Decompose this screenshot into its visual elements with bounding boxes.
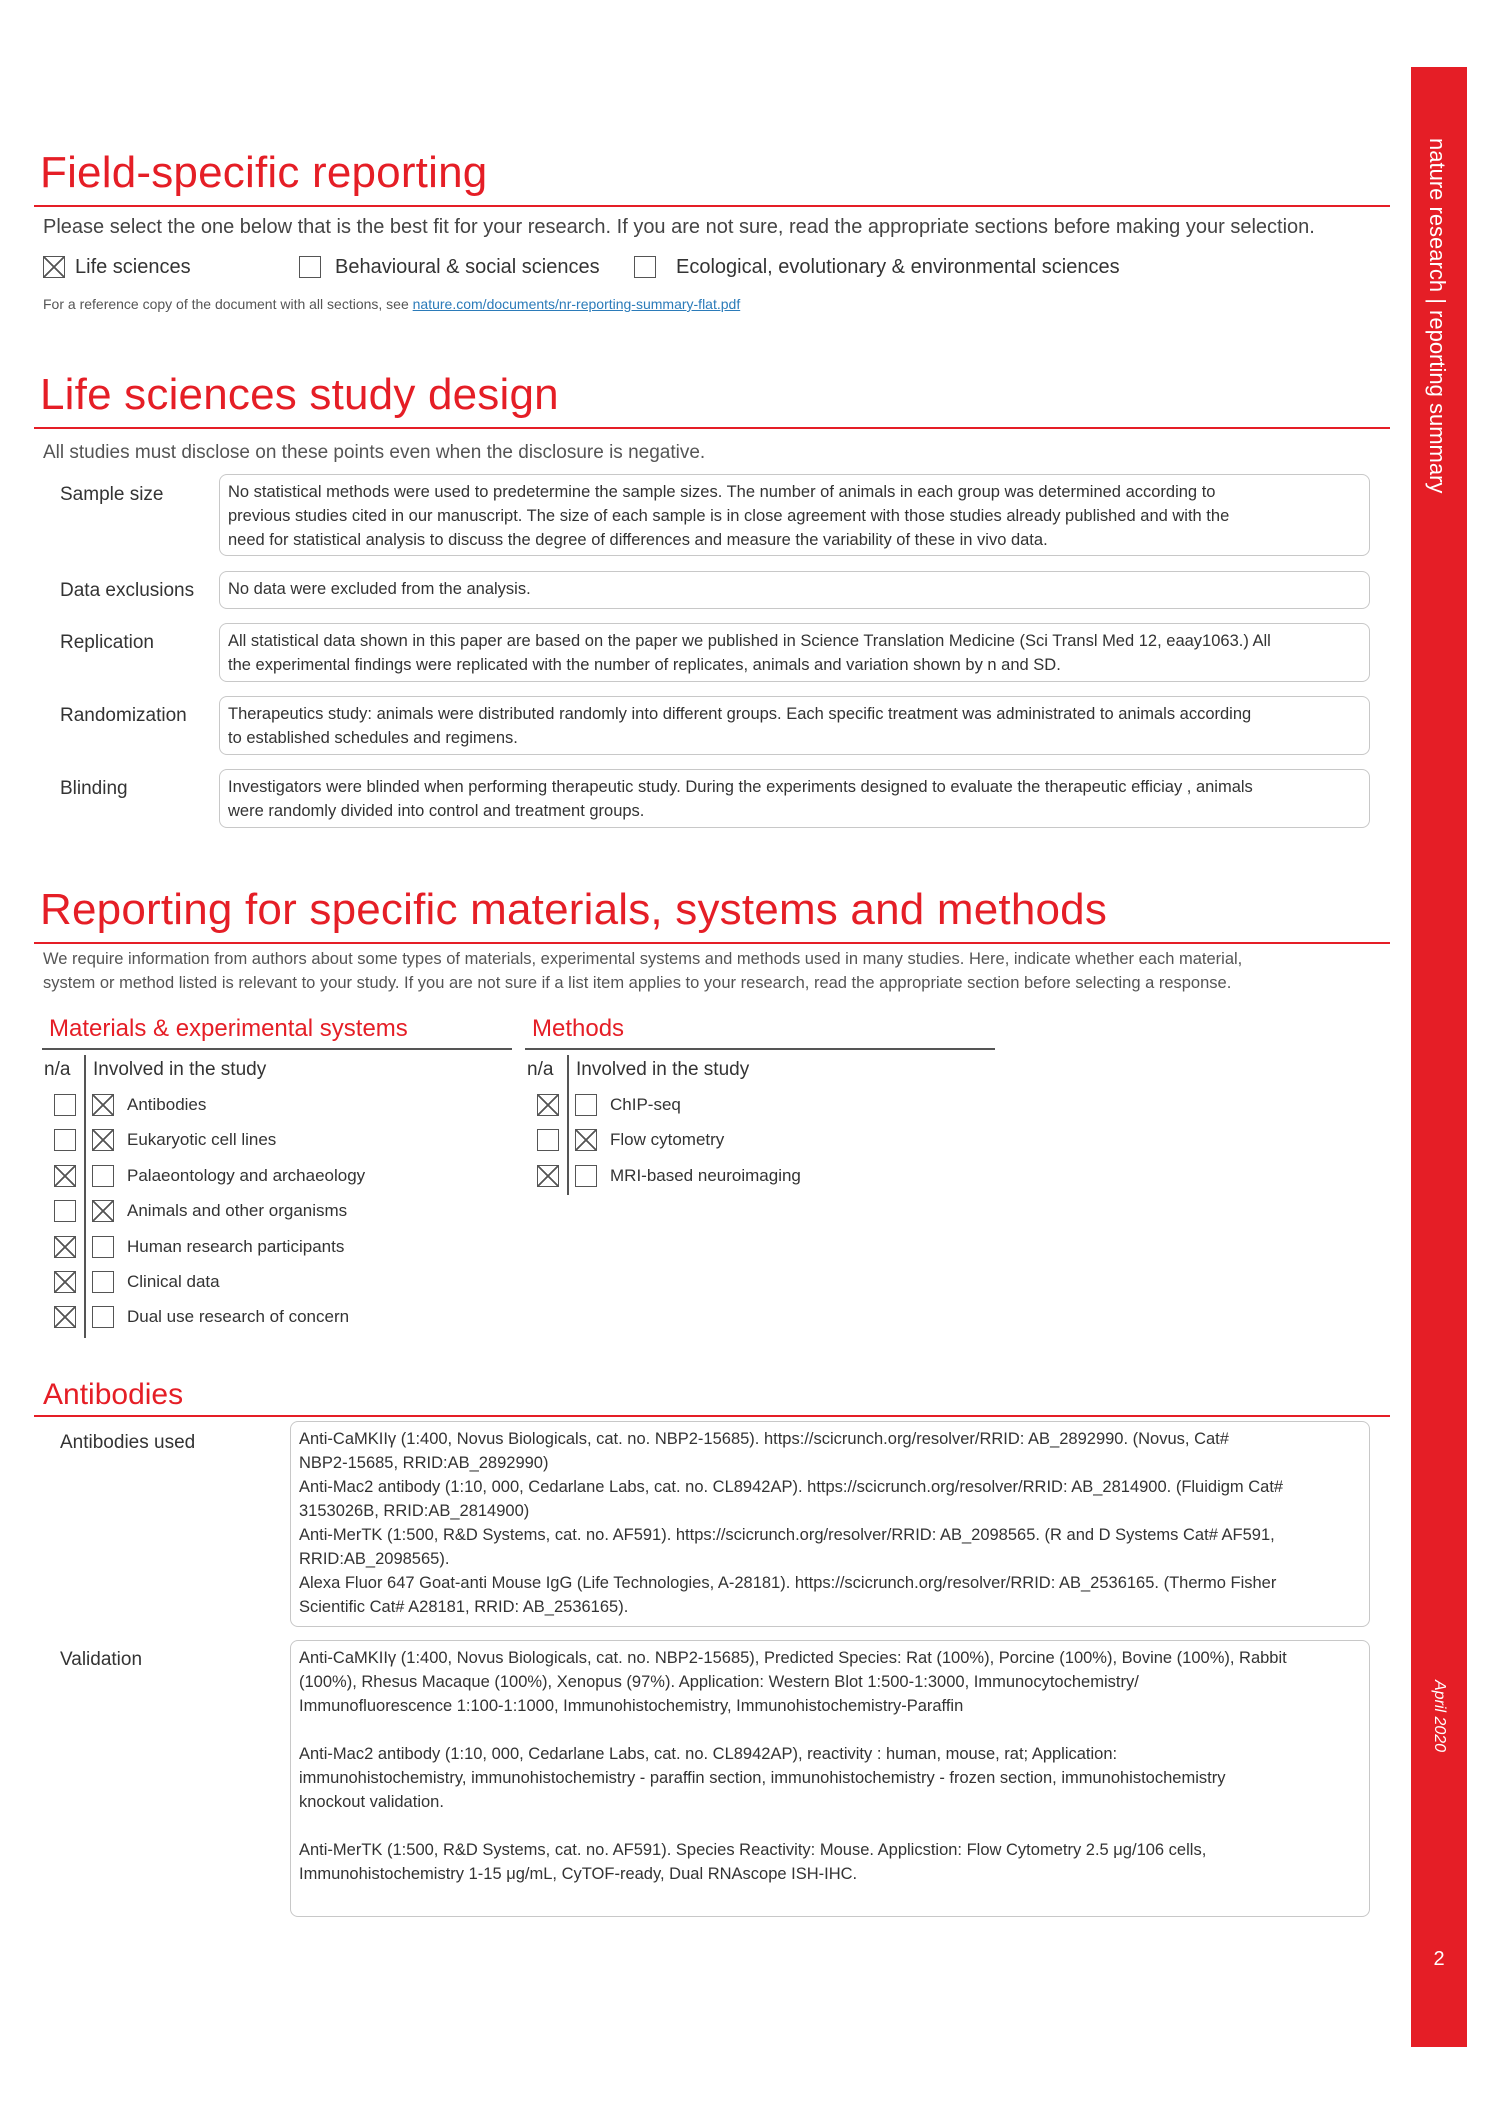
dual-use-item: Dual use research of concern bbox=[127, 1307, 350, 1326]
replication-box[interactable]: All statistical data shown in this paper are based on the paper we published in Science Translation Medicine (Sci Transl Med 12, eaay1063.) All the experimental findings were replicated with the number of replicates, animals and variation shown by n and SD. bbox=[219, 623, 1370, 682]
methods-involved-header: Involved in the study bbox=[576, 1059, 750, 1080]
reference-link[interactable]: nature.com/documents/nr-reporting-summary-flat.pdf bbox=[412, 296, 741, 312]
behavioural-label: Behavioural & social sciences bbox=[335, 256, 600, 278]
antibodies-used-box[interactable]: Anti-CaMKIIγ (1:400, Novus Biologicals, cat. no. NBP2-15685). https://scicrunch.org/resolver/RRID: AB_2892990. (Novus, Cat# NBP2-15685, RRID:AB_2892990) Anti-Mac2 antibody (1:10, 000, Cedarlane Labs, cat. no. CL8942AP). https://scicrunch.org/resolver/RRID: AB_2814900. (Fluidigm Cat# 3153026B, RRID:AB_2814900) Anti-MerTK (1:500, R&D Systems, cat. no. AF591). https://scicrunch.org/resolver/RRID: AB_2098565. (R and D Systems Cat# AF591, RRID:AB_2098565). Alexa Fluor 647 Goat-anti Mouse IgG (Life Technologies, A-28181). https://scicrunch.org/resolver/RRID: AB_2536165. (Thermo Fisher Scientific Cat# A28181, RRID: AB_2536165). bbox=[290, 1421, 1370, 1627]
experimental-rule bbox=[42, 1048, 512, 1050]
reference-note bbox=[43, 296, 740, 312]
reference-prefix: For a reference copy of the document with all sections, see bbox=[43, 296, 413, 312]
life-sciences-label: Life sciences bbox=[75, 256, 191, 278]
flow-cytometry-involved-checkbox[interactable] bbox=[575, 1129, 597, 1151]
cell-lines-item: Eukaryotic cell lines bbox=[127, 1130, 277, 1149]
blinding-box[interactable]: Investigators were blinded when performing therapeutic study. During the experiments designed to evaluate the therapeutic efficiay , animals were randomly divided into control and treatment groups. bbox=[219, 769, 1370, 828]
materials-rule bbox=[34, 942, 1390, 944]
study-design-intro: All studies must disclose on these points even when the disclosure is negative. bbox=[43, 442, 706, 463]
human-participants-item: Human research participants bbox=[127, 1237, 345, 1256]
palaeontology-involved-checkbox[interactable] bbox=[92, 1165, 114, 1187]
experimental-involved-header: Involved in the study bbox=[93, 1059, 267, 1080]
randomization-box[interactable]: Therapeutics study: animals were distributed randomly into different groups. Each specific treatment was administrated to animals according to established schedules and regimens. bbox=[219, 696, 1370, 755]
palaeontology-item: Palaeontology and archaeology bbox=[127, 1166, 366, 1185]
antibodies-used-label: Antibodies used bbox=[60, 1432, 196, 1453]
mri-item: MRI-based neuroimaging bbox=[610, 1166, 801, 1185]
experimental-title: Materials & experimental systems bbox=[49, 1015, 408, 1042]
animals-item: Animals and other organisms bbox=[127, 1201, 348, 1220]
study-design-title: Life sciences study design bbox=[40, 370, 559, 419]
randomization-label: Randomization bbox=[60, 705, 187, 726]
clinical-data-item: Clinical data bbox=[127, 1272, 220, 1291]
methods-rule bbox=[525, 1048, 995, 1050]
antibodies-title: Antibodies bbox=[43, 1378, 184, 1411]
materials-intro-line1: We require information from authors about some types of materials, experimental systems and methods used in many studies. Here, indicate whether each material, bbox=[43, 950, 1243, 968]
study-design-rule bbox=[34, 427, 1390, 429]
field-specific-rule bbox=[34, 205, 1390, 207]
materials-intro-line2: system or method listed is relevant to your study. If you are not sure if a list item applies to your research, read the appropriate section before selecting a response. bbox=[43, 974, 1232, 992]
sidebar-title: nature research | reporting summary bbox=[1425, 138, 1450, 494]
flow-cytometry-na-checkbox[interactable] bbox=[537, 1129, 559, 1151]
dual-use-involved-checkbox[interactable] bbox=[92, 1306, 114, 1328]
methods-title: Methods bbox=[532, 1015, 625, 1042]
chip-seq-na-checkbox[interactable] bbox=[537, 1094, 559, 1116]
validation-box[interactable]: Anti-CaMKIIγ (1:400, Novus Biologicals, cat. no. NBP2-15685), Predicted Species: Rat (100%), Porcine (100%), Bovine (100%), Rabbit (100%), Rhesus Macaque (100%), Xenopus (97%). Application: Western Blot 1:500-1:3000, Immunocytochemistry/ Immunofluorescence 1:100-1:1000, Immunohistochemistry, Immunohistochemistry-Paraffin Anti-Mac2 antibody (1:10, 000, Cedarlane Labs, cat. no. CL8942AP), reactivity : human, mouse, rat; Application: immunohistochemistry, immunohistochemistry - paraffin section, immunohistochemistry - frozen section, immunohistochemistry knockout validation. Anti-MerTK (1:500, R&D Systems, cat. no. AF591). Species Reactivity: Mouse. Applicstion: Flow Cytometry 2.5 μg/106 cells, Immunohistochemistry 1-15 μg/mL, CyTOF-ready, Dual RNAscope ISH-IHC. bbox=[290, 1640, 1370, 1917]
replication-label: Replication bbox=[60, 632, 154, 653]
sidebar-date: April 2020 bbox=[1431, 1680, 1448, 1753]
mri-involved-checkbox[interactable] bbox=[575, 1165, 597, 1187]
palaeontology-na-checkbox[interactable] bbox=[54, 1165, 76, 1187]
methods-divider bbox=[567, 1055, 569, 1195]
chip-seq-item: ChIP-seq bbox=[610, 1095, 681, 1114]
materials-title: Reporting for specific materials, systems and methods bbox=[40, 885, 1108, 934]
clinical-data-involved-checkbox[interactable] bbox=[92, 1271, 114, 1293]
life-sciences-checkbox[interactable] bbox=[43, 256, 65, 278]
experimental-divider bbox=[84, 1055, 86, 1338]
ecological-checkbox[interactable] bbox=[634, 256, 656, 278]
field-specific-title: Field-specific reporting bbox=[40, 148, 488, 197]
flow-cytometry-item: Flow cytometry bbox=[610, 1130, 725, 1149]
validation-label: Validation bbox=[60, 1649, 143, 1670]
experimental-na-header: n/a bbox=[44, 1059, 71, 1080]
sample-size-label: Sample size bbox=[60, 484, 164, 505]
data-exclusions-label: Data exclusions bbox=[60, 580, 195, 601]
clinical-data-na-checkbox[interactable] bbox=[54, 1271, 76, 1293]
antibodies-item: Antibodies bbox=[127, 1095, 207, 1114]
animals-involved-checkbox[interactable] bbox=[92, 1200, 114, 1222]
antibodies-rule bbox=[34, 1415, 1390, 1417]
page-number: 2 bbox=[1433, 1948, 1445, 1970]
ecological-label: Ecological, evolutionary & environmental sciences bbox=[676, 256, 1120, 278]
antibodies-na-checkbox[interactable] bbox=[54, 1094, 76, 1116]
animals-na-checkbox[interactable] bbox=[54, 1200, 76, 1222]
cell-lines-na-checkbox[interactable] bbox=[54, 1129, 76, 1151]
human-participants-na-checkbox[interactable] bbox=[54, 1236, 76, 1258]
sample-size-box[interactable]: No statistical methods were used to predetermine the sample sizes. The number of animals in each group was determined according to previous studies cited in our manuscript. The size of each sample is in close agreement with those studies already published and with the need for statistical analysis to discuss the degree of differences and measure the variability of these in vivo data. bbox=[219, 474, 1370, 556]
dual-use-na-checkbox[interactable] bbox=[54, 1306, 76, 1328]
blinding-label: Blinding bbox=[60, 778, 128, 799]
human-participants-involved-checkbox[interactable] bbox=[92, 1236, 114, 1258]
antibodies-involved-checkbox[interactable] bbox=[92, 1094, 114, 1116]
cell-lines-involved-checkbox[interactable] bbox=[92, 1129, 114, 1151]
data-exclusions-box[interactable]: No data were excluded from the analysis. bbox=[219, 571, 1370, 609]
methods-na-header: n/a bbox=[527, 1059, 554, 1080]
behavioural-checkbox[interactable] bbox=[299, 256, 321, 278]
mri-na-checkbox[interactable] bbox=[537, 1165, 559, 1187]
field-specific-intro: Please select the one below that is the best fit for your research. If you are not sure, read the appropriate sections before making your selection. bbox=[43, 216, 1315, 238]
chip-seq-involved-checkbox[interactable] bbox=[575, 1094, 597, 1116]
